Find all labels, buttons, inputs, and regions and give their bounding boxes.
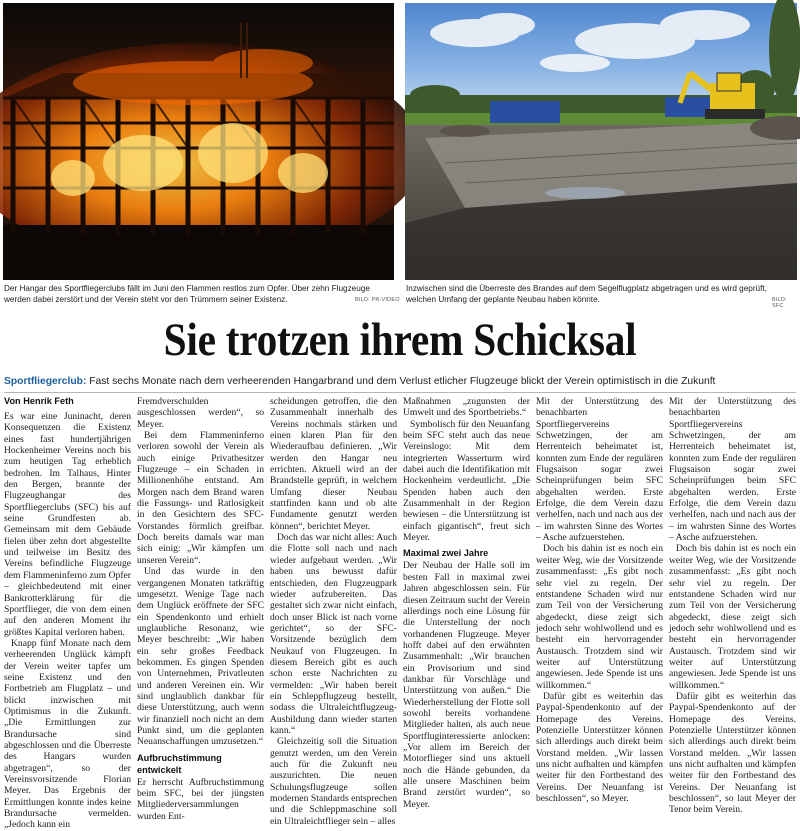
cleared-site-image [405, 3, 797, 280]
paragraph: Der Neubau der Halle soll im besten Fall in maximal zwei Jahren abgeschlossen sein. Für diesen Zeitraum sucht der Verein allerdings noch eine Lösung für die Unterstellung der noch vorhandenen Flugzeuge. Meyer hofft dabei auf den erwähnten Zusammenhalt: „Wir brauchen ein Provisorium und sind dankbar für Vorschläge und Unterstützung von außen.“ Die Wiederherstellung der Flotte soll sowohl bereits vorhandene Mitglieder halten, als auch neue Sportfluginteressierte anlocken: „Vor allem im Bereich der Motorflieger sind uns aktuell noch die Hände gebunden, da alle unsere Maschinen beim Brand zerstört wurden“, so Meyer. [403, 560, 530, 810]
paragraph: Dafür gibt es weiterhin das Paypal-Spendenkonto auf der Homepage des Vereins. Potenzielle Unterstützer können sich allerdings auch direkt beim Vorstand melden. „Wir lassen uns nicht aufhalten und kämpfen weiter für den Fortbestand des Vereins. Der Neuanfang ist beschlossen“, so laut Meyer der Tenor beim Verein. [669, 690, 796, 816]
burning-hangar-image [3, 3, 394, 280]
paragraph: Bei dem Flammeninferno verloren sowohl der Verein als auch einige Privatbesitzer Flugzeuge – ein Schaden in Millionenhöhe entstand. Am Morgen nach dem Brand waren die Fassungs- und Ratlosigkeit in den Gesichtern des SFC-Vorstandes förmlich greifbar. Doch bereits damals war man sich einig: „Wir kämpfen um unseren Verein“. [137, 430, 264, 566]
paragraph: Mit der Unterstützung des benachbarten Sportfliegervereins Schwetzingen, der am Herrenteich beheimatet ist, konnten zum Ende der regulären Flugsaison sogar zwei Scheinprüfungen beim SFC abgehalten werden. Erste Erfolge, die dem Verein dazu verhelfen, nach und nach aus der – im wahrsten Sinne des Wortes – Asche aufzuerstehen. [536, 396, 663, 544]
paragraph: Dafür gibt es weiterhin das Paypal-Spendenkonto auf der Homepage des Vereins. Potenzielle Unterstützer können sich allerdings auch direkt beim Vorstand melden. „Wir lassen uns nicht aufhalten und kämpfen weiter für den Fortbestand des Vereins. Der Neuanfang ist beschlossen“, so Meyer. [536, 690, 663, 805]
article-column-3 [270, 396, 397, 827]
photo-right-credit: BILD: SFC [772, 297, 787, 309]
article-column-2 [137, 396, 264, 822]
subhead-divider [4, 392, 796, 393]
article-kicker: Sportfliegerclub: [4, 376, 87, 387]
paragraph: Maßnahmen „zugunsten der Umwelt und des Sportbetriebs.“ [403, 396, 530, 419]
photo-cleared-site [405, 3, 797, 280]
section-heading: Maximal zwei Jahre [403, 548, 489, 559]
paragraph: Doch bis dahin ist es noch ein weiter Weg, wie der Vorsitzende zusammenfasst: „Es gibt noch sehr viel zu regeln. Der entstandene Schaden wird nur zum Teil von der Versicherung abgedeckt, diese zeigt sich jedoch sehr wohlwollend und es besteht ein hervorragender Austausch. Trotzdem sind wir weiter auf Unterstützung angewiesen. Jede Spende ist uns willkommen.“ [536, 543, 663, 691]
paragraph: Gleichzeitig soll die Situation genutzt werden, um den Verein auch für die Zukunft neu auszurichten. Die neuen Schulungsflugzeuge sollen modernen Standards entsprechen und die Schleppmaschine soll ein Ultraleichtflieger sein – alles [270, 736, 397, 827]
article-column-1 [4, 396, 131, 831]
paragraph: Knapp fünf Monate nach dem verheerenden Unglück kämpft der Verein weiter tapfer um seine Existenz und den Fortbetrieb am Flugplatz – und blickt inzwischen mit Optimismus in die Zukunft. „Die Ermittlungen zur Brandursache sind abgeschlossen und die Überreste des Hangars wurden abgetragen“, so der Vereinsvorsitzende Florian Meyer. Das Ergebnis der Ermittlungen konnte indes keine Brandursache vermelden. „Jedoch kann ein [4, 637, 131, 831]
article-column-4 [403, 396, 530, 810]
article-column-6 [669, 396, 796, 816]
paragraph: Er herrscht Aufbruchstimmung beim SFC, bei der jüngsten Mitgliederversammlungen wurden Ent- [137, 776, 264, 822]
article-byline: Von Henrik Feth [4, 396, 74, 406]
paragraph: Es war eine Juninacht, deren Konsequenzen die Existenz eines fast hundertjährigen Hockenheimer Vereins noch bis zum heutigen Tag erheblich bedrohen. Im Talhaus, Hinter den Bergen, brannte der Flugzeughangar des Sportfliegerclubs (SFC) bis auf seine Grundfesten ab. Gemeinsam mit dem Gebäude fielen über zehn dort abgestellte und teilweise im Besitz des Vereins befindliche Flugzeuge dem Flammeninferno zum Opfer – gleichbedeutend mit einer Bankrotterklärung für die Sportflieger, die von dem einen auf den anderen Moment ihr größtes Kapital verloren haben. [4, 411, 131, 638]
paragraph: Und das wurde in den vergangenen Monaten tatkräftig umgesetzt. Wenige Tage nach dem Unglück eröffnete der SFC ein Spendenkonto und erhielt unglaubliche Resonanz, wie Meyer beschreibt: „Wir haben ein sehr großes Feedback bekommen. Es gingen Spenden von Unternehmen, Privatleuten und anderen Vereinen ein. Wir sind unglaublich dankbar für diese Unterstützung, auch wenn wir finanziell noch nicht an dem Punkt sind, um die geplanten Neuanschaffungen umzusetzen.“ [137, 566, 264, 748]
article-subhead-text: Fast sechs Monate nach dem verheerenden Hangarbrand und dem Verlust etlicher Flugzeuge blickt der Verein optimistisch in die Zukunft [86, 376, 716, 387]
photo-burning-hangar [3, 3, 394, 280]
paragraph: scheidungen getroffen, die den Zusammenhalt innerhalb des Vereins nochmals stärken und einen klaren Plan für den Wiederaufbau definieren. „Wir werden den Hangar neu errichten. Aktuell wird an der Brandstelle geprüft, in welchem Umfang dieser Neubau stattfinden kann und ob alte Fundamente genutzt werden können“, berichtet Meyer. [270, 396, 397, 532]
photo-left-credit: BILD: PR-VIDEO [355, 297, 400, 303]
paragraph: Doch das war nicht alles: Auch die Flotte soll nach und nach wieder aufgebaut werden. „Wir haben uns bewusst dafür entschieden, den Flugzeugpark wieder aufzubereiten. Das gestaltet sich zwar nicht einfach, doch unser Blick ist nach vorne gerichtet“, so der SFC-Vorsitzende bezüglich dem Neukauf von Flugzeugen. In diesem Bereich gibt es auch schon erste Nachrichten zu vermelden: „Wir haben bereit ein Schleppflugzeug bestellt, sodass die Ultraleichtflugzeug-Ausbildung dann wieder starten kann.“ [270, 532, 397, 736]
section-heading: Aufbruchstimmung entwickelt [137, 752, 222, 775]
article-column-5 [536, 396, 663, 804]
article-headline: Sie trotzen ihrem Schicksal [163, 314, 637, 366]
article-subhead [4, 375, 796, 388]
paragraph: Doch bis dahin ist es noch ein weiter Weg, wie der Vorsitzende zusammenfasst: „Es gibt noch sehr viel zu regeln. Der entstandene Schaden wird nur zum Teil von der Versicherung abgedeckt, diese zeigt sich jedoch sehr wohlwollend und es besteht ein hervorragender Austausch. Trotzdem sind wir weiter auf Unterstützung angewiesen. Jede Spende ist uns willkommen.“ [669, 543, 796, 691]
paragraph: Mit der Unterstützung des benachbarten Sportfliegervereins Schwetzingen, der am Herrenteich beheimatet ist, konnten zum Ende der regulären Flugsaison sogar zwei Scheinprüfungen beim SFC abgehalten werden. Erste Erfolge, die dem Verein dazu verhelfen, nach und nach aus der – im wahrsten Sinne des Wortes – Asche aufzuerstehen. [669, 396, 796, 544]
photo-right-caption: Inzwischen sind die Überreste des Brandes auf dem Segelflugplatz abgetragen und es wird geprüft, welchen Umfang der geplante Neubau haben könnte. [406, 284, 767, 304]
paragraph: Fremdverschulden ausgeschlossen werden“, so Meyer. [137, 396, 264, 430]
paragraph: Symbolisch für den Neuanfang beim SFC steht auch das neue Vereinslogo: Mit dem integrierten Wasserturm wird dabei auch die Identifikation mit Hockenheim verdeutlicht. „Die Spenden haben auch den Zusammenhalt in der Region bewiesen – die Unterstützung ist einfach gigantisch“, freut sich Meyer. [403, 418, 530, 544]
photo-left-caption: Der Hangar des Sportfliegerclubs fällt im Juni den Flammen restlos zum Opfer. Über zehn Flugzeuge werden dabei zerstört und der Verein steht vor den Trümmern seiner Existenz. [4, 284, 370, 304]
